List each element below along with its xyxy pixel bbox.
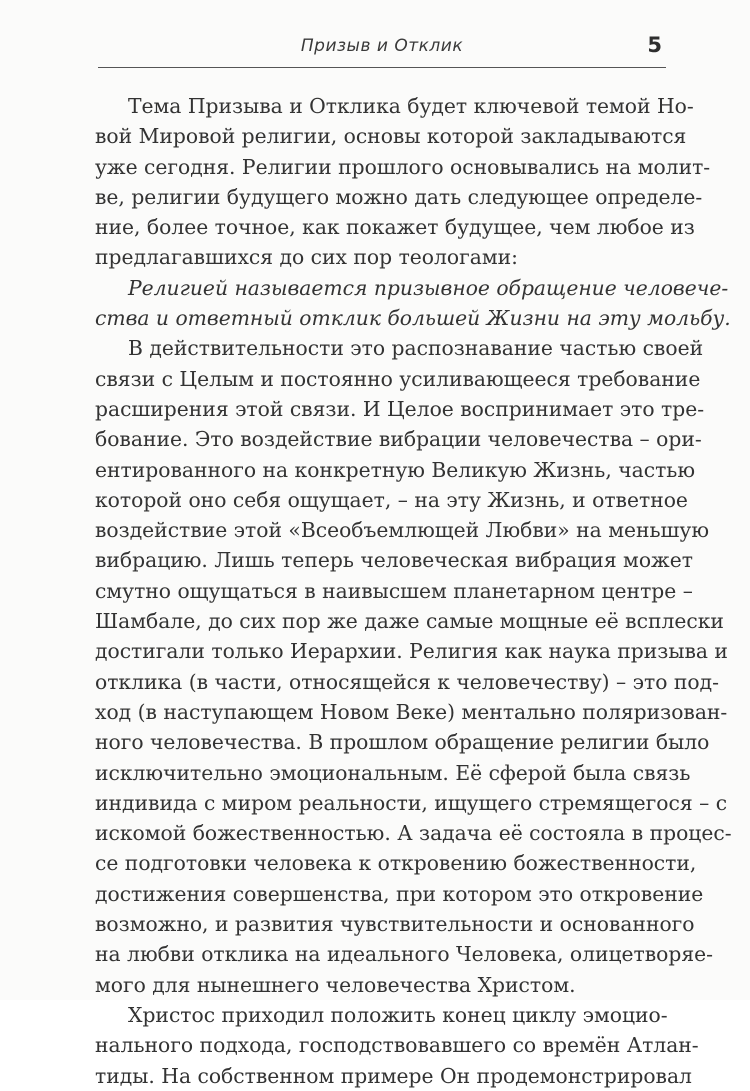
- text-line: достижения совершенства, при котором это откровение: [95, 881, 704, 906]
- text-line: воздействие этой «Всеобъемлющей Любви» на меньшую: [95, 518, 709, 543]
- text-line: ние, более точное, как покажет будущее, чем любое из: [95, 215, 695, 240]
- text-line: вой Мировой религии, основы которой закладываются: [95, 124, 687, 149]
- text-line: искомой божественностью. А задача её состояла в процес-: [95, 821, 732, 846]
- text-line: В действительности это распознавание частью своей: [128, 336, 704, 361]
- text-line: мого для нынешнего человечества Христом.: [95, 972, 576, 997]
- text-line: смутно ощущаться в наивысшем планетарном центре –: [95, 578, 693, 603]
- text-line: индивида с миром реальности, ищущего стремящегося – с: [95, 790, 728, 815]
- text-line: бование. Это воздействие вибрации человечества – ори-: [95, 427, 702, 452]
- text-line: возможно, и развития чувствительности и основанного: [95, 912, 695, 937]
- text-line: ве, религии будущего можно дать следующее определе-: [95, 184, 703, 209]
- text-line: ентированного на конкретную Великую Жизнь, частью: [95, 457, 696, 482]
- text-line: отклика (в части, относящейся к человечеству) – это под-: [95, 669, 719, 694]
- text-line: на любви отклика на идеального Человека, олицетворяе-: [95, 942, 713, 967]
- text-line: Христос приходил положить конец циклу эмоцио-: [128, 1002, 668, 1027]
- text-line: Шамбале, до сих пор же даже самые мощные её всплески: [95, 609, 724, 634]
- text-line: нального подхода, господствовавшего со времён Атлан-: [95, 1033, 699, 1058]
- text-line: Тема Призыва и Отклика будет ключевой темой Но-: [128, 94, 694, 118]
- text-line: Религией называется призывное обращение человече-: [128, 275, 729, 300]
- text-line: ства и ответный отклик большей Жизни на эту мольбу.: [95, 306, 731, 331]
- text-line: связи с Целым и постоянно усиливающееся требование: [95, 366, 701, 391]
- header-divider: [98, 67, 666, 68]
- text-line: расширения этой связи. И Целое воспринимает это тре-: [95, 396, 705, 421]
- page-number: 5: [647, 33, 662, 57]
- text-line: предлагавшихся до сих пор теологами:: [95, 245, 518, 270]
- text-line: ного человечества. В прошлом обращение религии было: [95, 730, 710, 755]
- text-line: ход (в наступающем Новом Веке) ментально поляризован-: [95, 699, 728, 724]
- running-title: Призыв и Отклик: [300, 36, 464, 56]
- body-text: [95, 91, 732, 1091]
- text-line: достигали только Иерархии. Религия как наука призыва и: [95, 639, 728, 664]
- text-line: исключительно эмоциональным. Её сферой была связь: [95, 760, 691, 785]
- text-line: вибрацию. Лишь теперь человеческая вибрация может: [95, 548, 693, 573]
- text-line: которой оно себя ощущает, – на эту Жизнь, и ответное: [95, 487, 688, 512]
- text-line: уже сегодня. Религии прошлого основывались на молит-: [95, 154, 711, 179]
- text-line: тиды. На собственном примере Он продемонстрировал: [95, 1063, 692, 1088]
- text-line: се подготовки человека к откровению божественности,: [95, 851, 697, 876]
- page-header: [98, 30, 666, 66]
